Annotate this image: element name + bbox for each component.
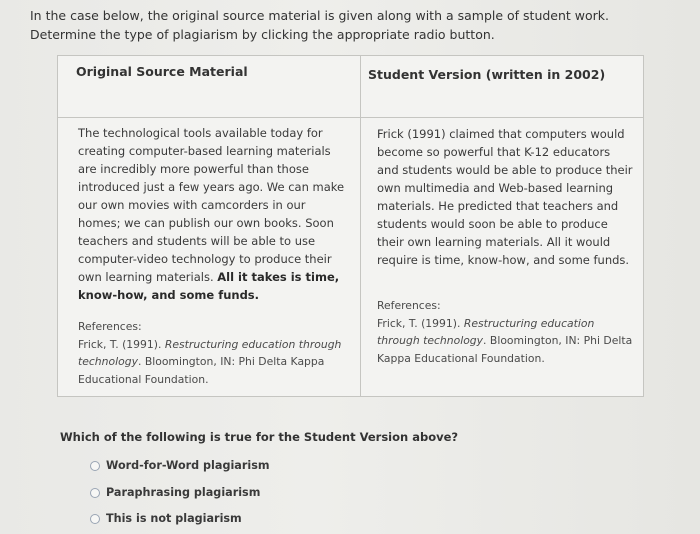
- option-not-plagiarism[interactable]: [90, 512, 242, 525]
- student-ref-author: Frick, T. (1991).: [377, 316, 464, 330]
- option-label: Paraphrasing plagiarism: [106, 486, 261, 499]
- original-text: [78, 124, 350, 304]
- original-ref-author: Frick, T. (1991).: [78, 337, 165, 351]
- option-word-for-word[interactable]: [90, 459, 270, 472]
- instructions: [30, 6, 670, 44]
- student-ref-title: Restructuring education through technology: [377, 316, 595, 347]
- comparison-table: [57, 55, 644, 397]
- instructions-line-2: Determine the type of plagiarism by clicking the appropriate radio button.: [30, 27, 495, 42]
- original-ref-title: Restructuring education through technology: [78, 337, 342, 368]
- table-body-row: [58, 118, 644, 397]
- option-paraphrasing[interactable]: [90, 486, 260, 499]
- radio-button-icon[interactable]: [90, 514, 100, 524]
- option-label: This is not plagiarism: [106, 512, 242, 525]
- original-text-plain: The technological tools available today for creating computer-based learning materials are incredibly more powerful than those introduced just a few years ago. We can make our own movies with camcorders in our homes; we can publish our own books. Soon teachers and students will be able to use computer-video technology to produce their own learning materials.: [78, 126, 345, 284]
- student-header: Student Version (written in 2002): [361, 56, 644, 118]
- option-label: Word-for-Word plagiarism: [106, 459, 270, 472]
- student-text: Frick (1991) claimed that computers would become so powerful that K-12 educators and students would be able to produce their own multimedia and Web-based learning materials. He predicted that teachers and students would soon be able to produce their own learning materials. All it would require is time, know-how, and some funds.: [377, 127, 633, 267]
- original-text-bold: All it takes is time, know-how, and some funds.: [78, 270, 340, 302]
- instructions-line-1: In the case below, the original source material is given along with a sample of student work.: [30, 8, 610, 23]
- original-reference-entry: [78, 336, 350, 389]
- student-reference-entry: [377, 315, 633, 368]
- student-ref-rest: . Bloomington, IN: Phi Delta Kappa Educational Foundation.: [377, 334, 633, 365]
- table-header-row: [58, 56, 644, 118]
- student-references: [377, 297, 633, 367]
- radio-button-icon[interactable]: [90, 461, 100, 471]
- question-text: Which of the following is true for the Student Version above?: [60, 430, 459, 444]
- original-header: Original Source Material: [58, 56, 361, 118]
- original-cell: [58, 118, 361, 397]
- original-references-label: References:: [78, 320, 142, 333]
- original-references: [78, 318, 350, 388]
- radio-button-icon[interactable]: [90, 488, 100, 498]
- student-cell: [361, 118, 644, 397]
- student-references-label: References:: [377, 299, 441, 312]
- original-ref-rest: . Bloomington, IN: Phi Delta Kappa Educational Foundation.: [78, 355, 325, 386]
